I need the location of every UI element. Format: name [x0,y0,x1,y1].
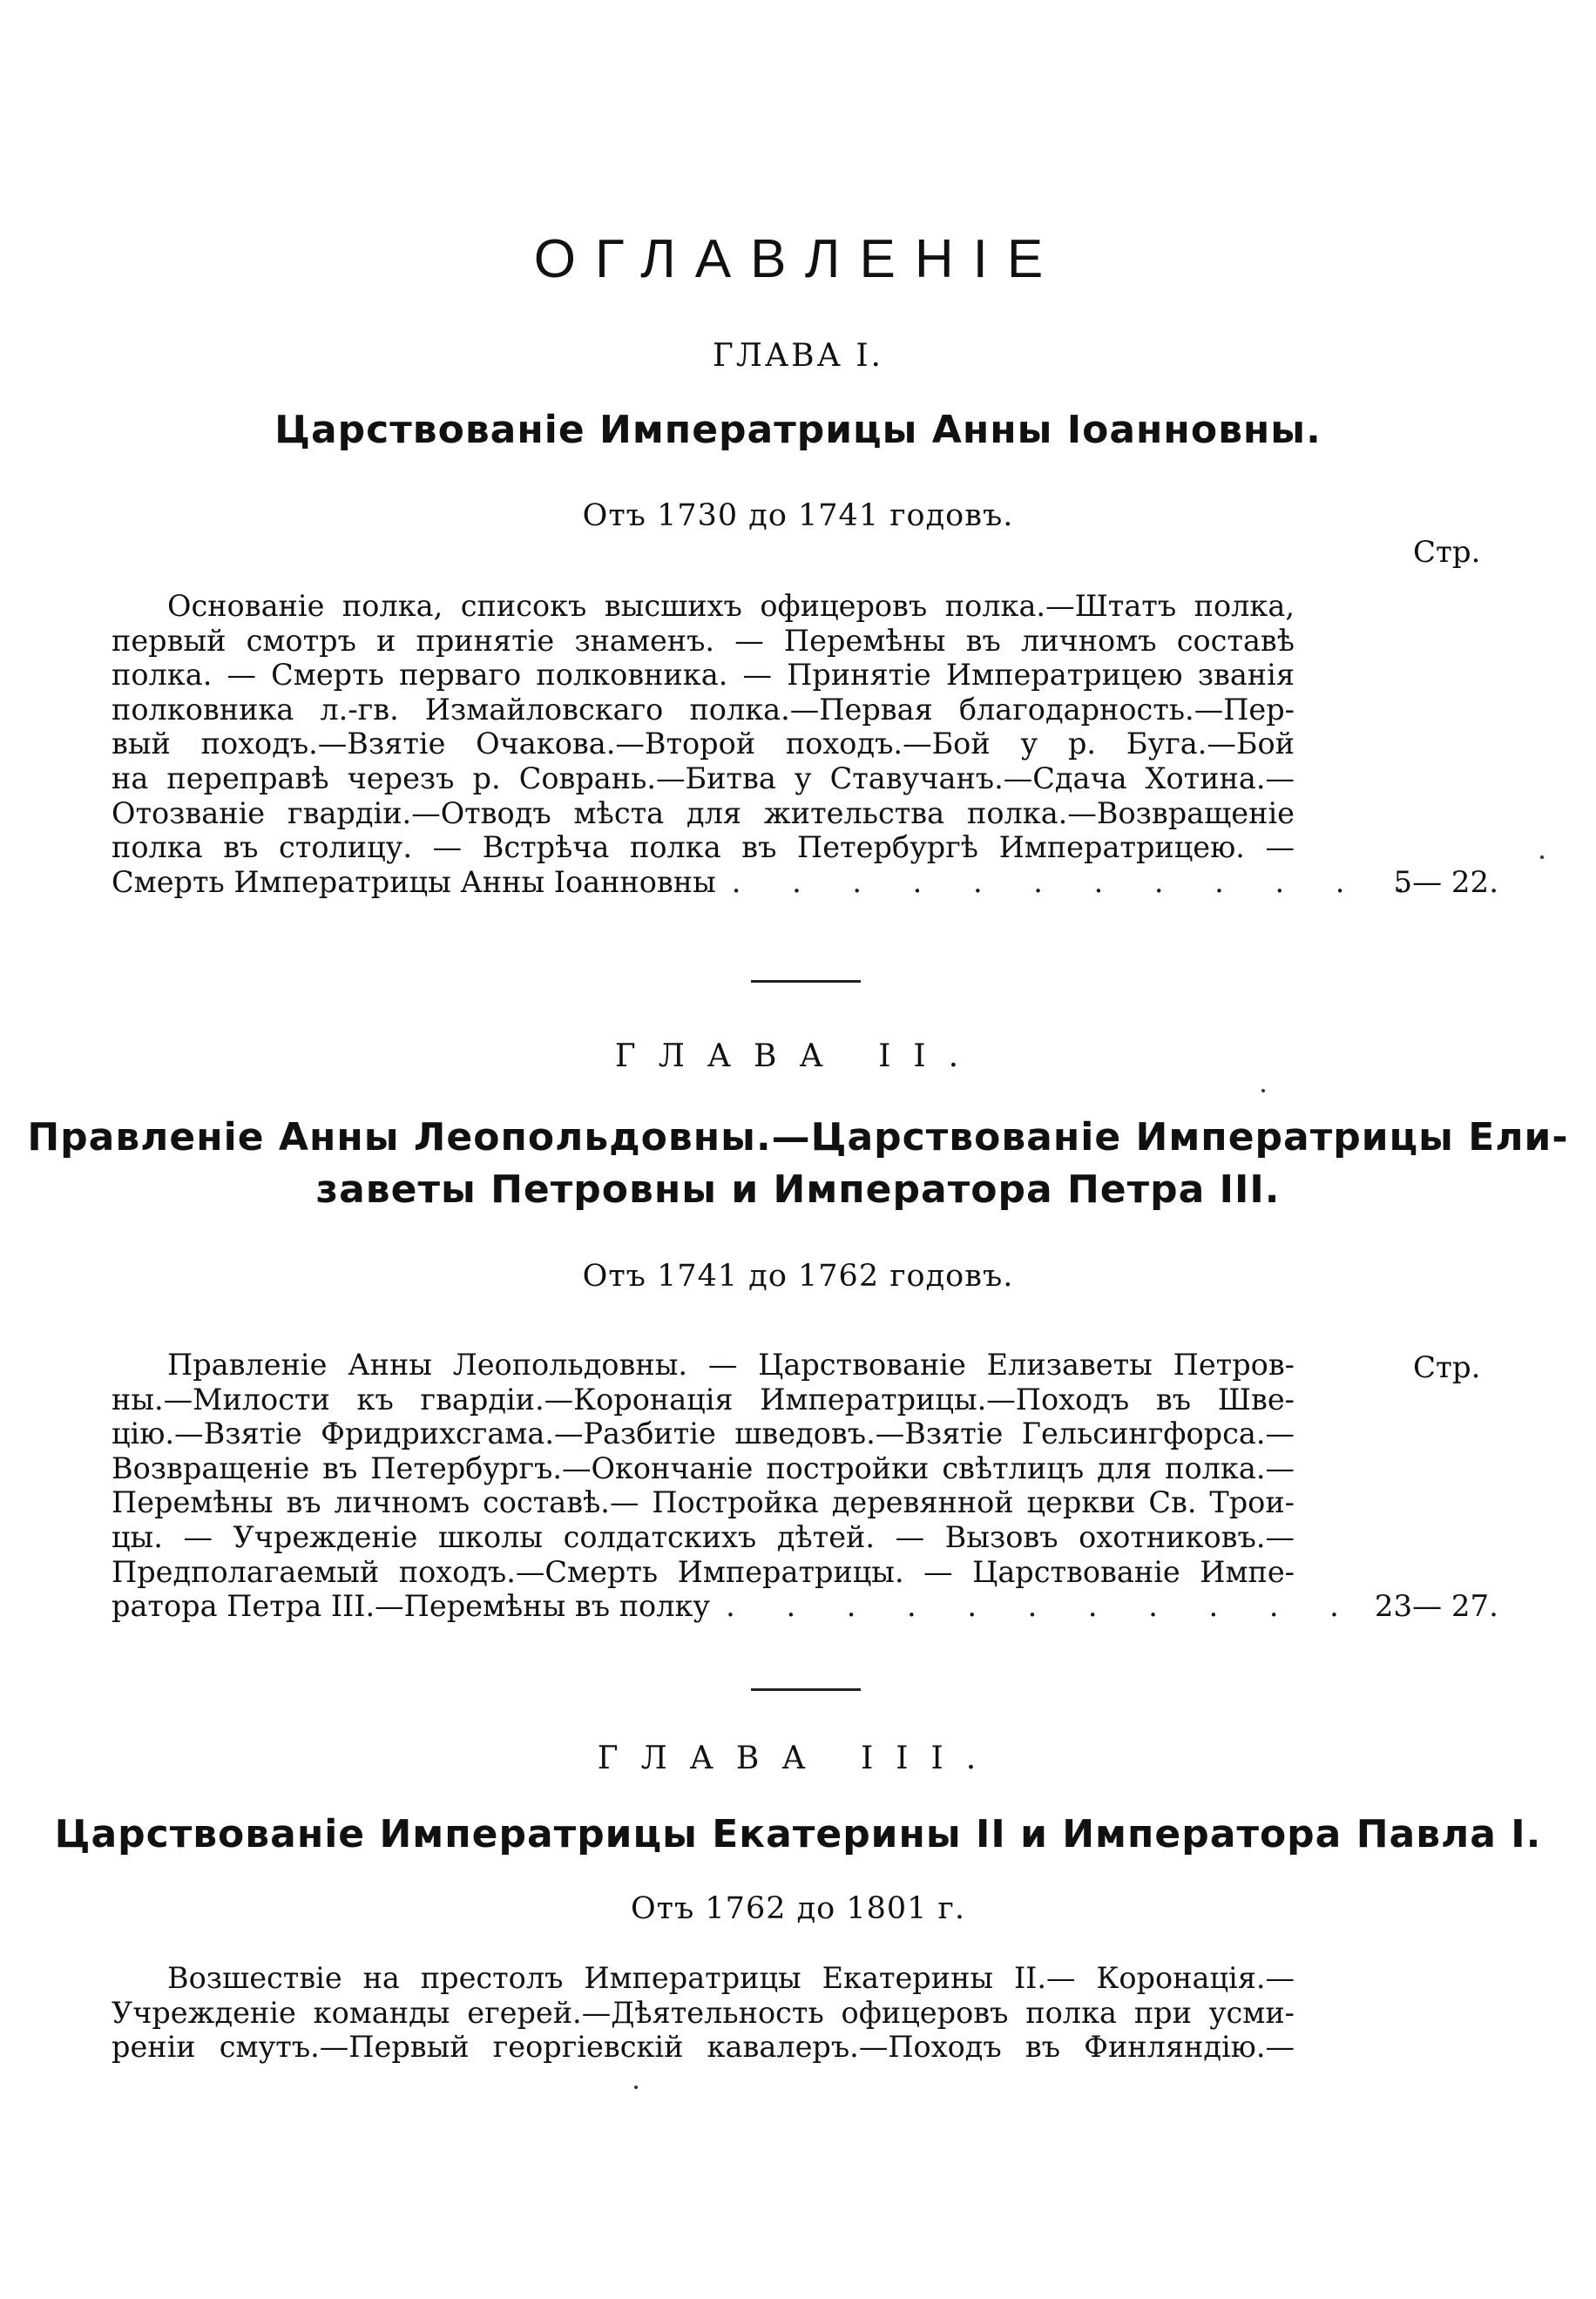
summary-line: полка. — Смерть перваго полковника. — Принятіе Императрицею званія [112,658,1295,693]
chapter-1-heading: Царствованіе Императрицы Анны Іоанновны. [274,408,1322,452]
summary-line: полка въ столицу. — Встрѣча полка въ Петербургѣ Императрицею. — [112,830,1295,865]
summary-line: Правленіе Анны Леопольдовны. — Царствованіе Елизаветы Петров- [167,1348,1295,1382]
summary-line: Предполагаемый походъ.—Смерть Императрицы. — Царствованіе Импе- [112,1554,1295,1589]
summary-line: первый смотръ и принятіе знаменъ. — Перемѣны въ личномъ составѣ [112,623,1295,658]
summary-line: на переправѣ черезъ р. Соврань.—Битва у Ставучанъ.—Сдача Хотина.— [112,761,1295,795]
summary-line: Перемѣны въ личномъ составѣ.— Постройка деревянной церкви Св. Трои- [112,1485,1295,1520]
summary-line-last [112,1589,1360,1624]
chapter-3-summary [112,1961,1295,2065]
summary-line-text: ратора Петра III.—Перемѣны въ полку [112,1589,711,1624]
chapter-2-years: Отъ 1741 до 1762 годовъ. [582,1259,1014,1294]
summary-line-last [112,864,1426,900]
section-divider [751,980,861,983]
chapter-3-heading: Царствованіе Императрицы Екатерины II и Императора Павла I. [54,1812,1542,1856]
print-speck [1261,1089,1265,1092]
summary-line: Возшествіе на престолъ Императрицы Екатерины II.— Коронація.— [167,1961,1295,1995]
summary-line: Учрежденіе команды егерей.—Дѣятельность офицеровъ полка при усми- [112,1995,1295,2030]
summary-line: Возвращеніе въ Петербургъ.—Окончаніе постройки свѣтлицъ для полка.— [112,1450,1295,1485]
chapter-1-years: Отъ 1730 до 1741 годовъ. [582,498,1014,533]
chapter-1-pages: 5— 22. [1393,865,1498,900]
chapter-1-page-column-label: Стр. [1413,535,1481,570]
chapter-3-label: ГЛАВА III. [597,1741,999,1776]
summary-line: Основаніе полка, списокъ высшихъ офицеровъ полка.—Штатъ полка, [167,589,1295,623]
section-divider [751,1688,861,1691]
print-speck [634,2086,638,2089]
page-title: ОГЛАВЛЕНІЕ [533,229,1063,289]
summary-line: реніи смутъ.—Первый георгіевскій кавалеръ.—Походъ въ Финляндію.— [112,2030,1295,2065]
summary-line: цію.—Взятіе Фридрихсгама.—Разбитіе шведовъ.—Взятіе Гельсингфорса.— [112,1417,1295,1451]
summary-line: вый походъ.—Взятіе Очакова.—Второй походъ.—Бой у р. Буга.—Бой [112,727,1295,761]
chapter-2-label: ГЛАВА II. [614,1038,982,1074]
summary-line: ны.—Милости къ гвардіи.—Коронація Императрицы.—Походъ въ Шве- [112,1382,1295,1417]
chapter-2-summary [112,1348,1360,1624]
leader-dots: . . . . . . . . . . . [726,1589,1360,1624]
chapter-2-page-column-label: Стр. [1413,1350,1481,1385]
chapter-1-label: ГЛАВА I. [713,338,883,374]
chapter-2-heading-line-1: Правленіе Анны Леопольдовны.—Царствованіе Императрицы Ели- [27,1115,1569,1160]
chapter-2-pages: 23— 27. [1374,1589,1498,1624]
chapter-1-summary [112,589,1426,899]
chapter-3-years: Отъ 1762 до 1801 г. [630,1891,966,1926]
chapter-2-heading-line-2: заветы Петровны и Императора Петра III. [315,1167,1281,1212]
leader-dots: . . . . . . . . . . . . [731,864,1426,899]
summary-line: Отозваніе гвардіи.—Отводъ мѣста для жительства полка.—Возвращеніе [112,795,1295,830]
summary-line-text: Смерть Императрицы Анны Іоанновны [112,864,716,899]
summary-line: полковника л.-гв. Измайловскаго полка.—Первая благодарность.—Пер- [112,692,1295,727]
summary-line: цы. — Учрежденіе школы солдатскихъ дѣтей. — Вызовъ охотниковъ.— [112,1519,1295,1554]
print-speck [1540,855,1544,859]
